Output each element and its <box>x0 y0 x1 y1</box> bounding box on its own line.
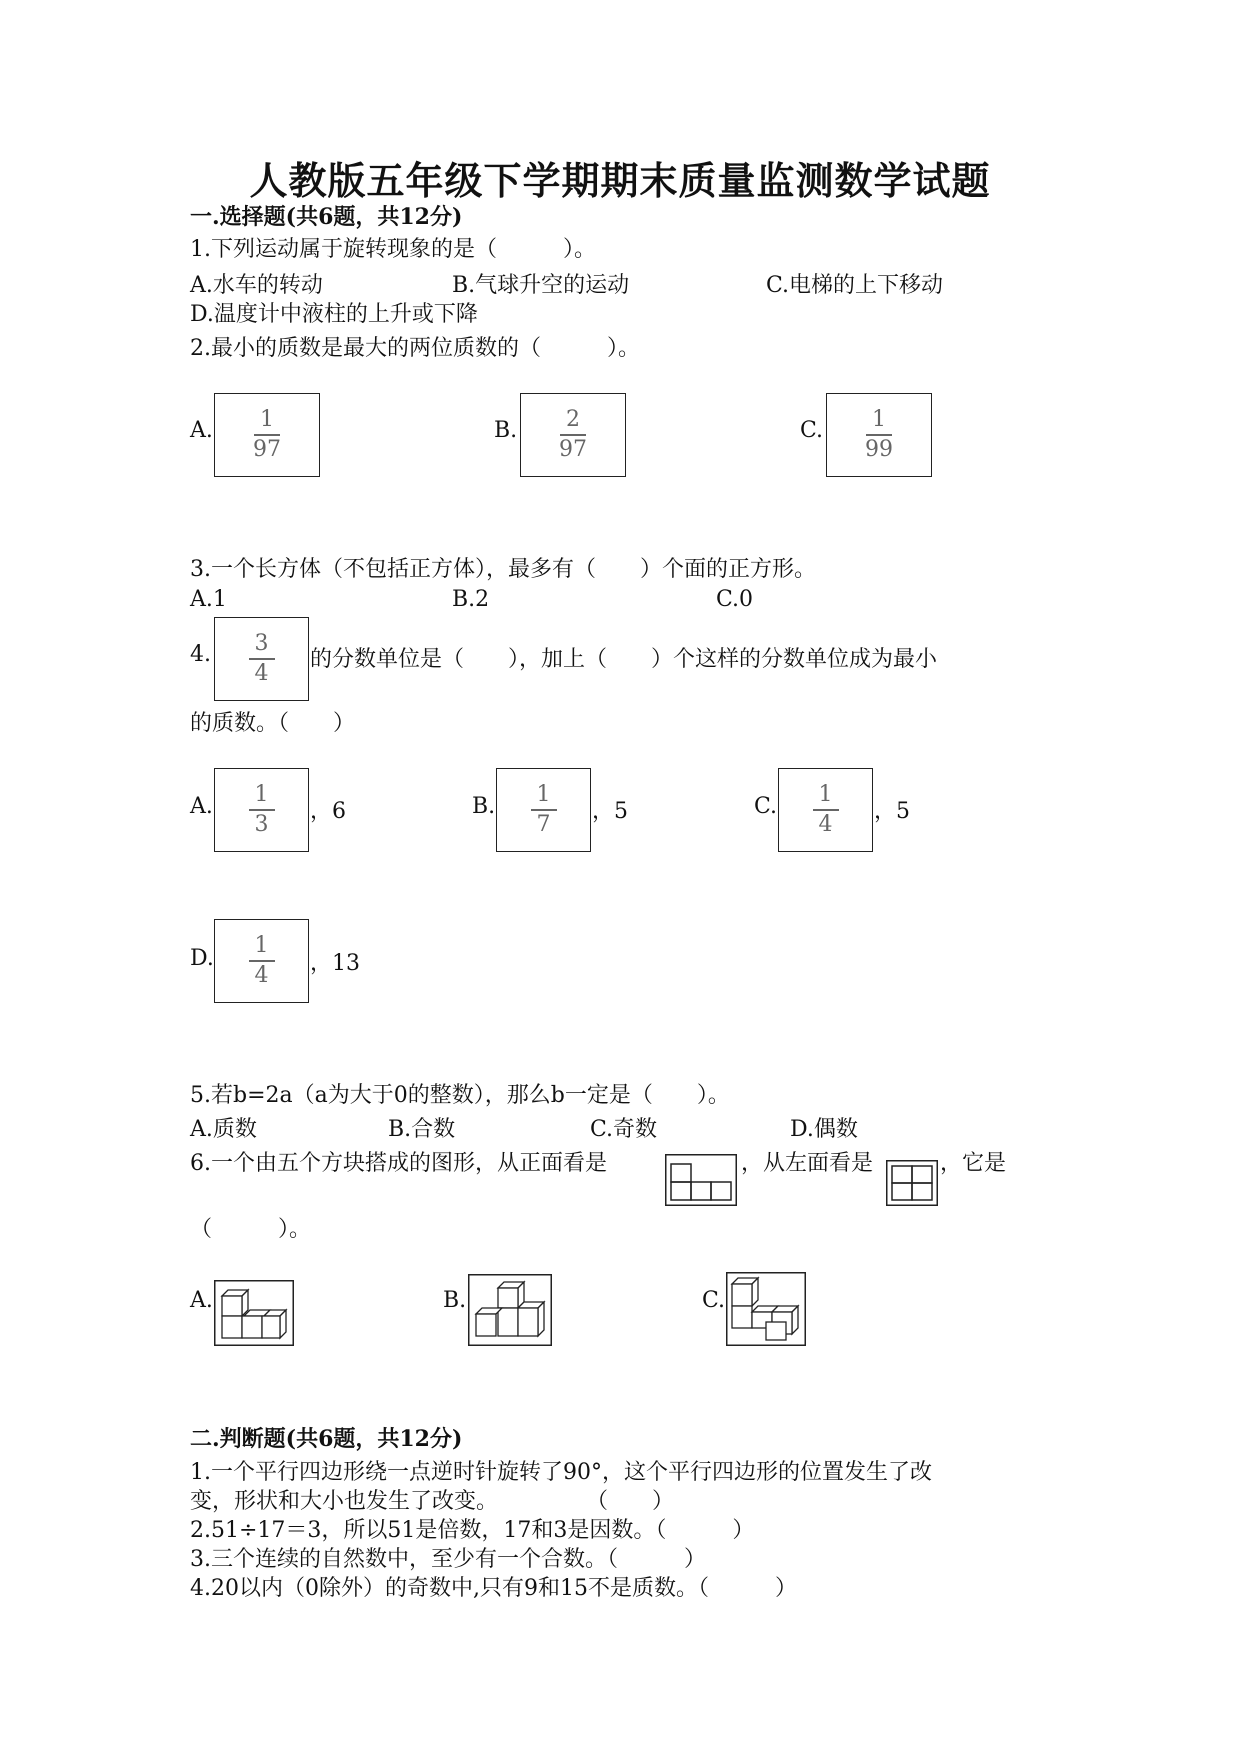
q2-option-b-fraction[interactable] <box>520 393 626 477</box>
q2-option-c-label[interactable]: C. <box>800 418 824 443</box>
fraction-denominator: 97 <box>253 436 281 462</box>
q1-option-c[interactable]: C.电梯的上下移动 <box>766 273 944 298</box>
q3-option-c[interactable]: C.0 <box>716 587 754 612</box>
question-5: 5.若b=2a（a为大于0的整数），那么b一定是（ ）。 <box>190 1083 730 1108</box>
fraction-denominator: 7 <box>536 811 551 837</box>
q2-option-c-fraction[interactable] <box>826 393 932 477</box>
q4-option-a-label[interactable]: A. <box>190 794 213 819</box>
q6-option-b-label[interactable]: B. <box>443 1288 467 1313</box>
fraction-denominator: 4 <box>818 811 833 837</box>
q4-option-d-count: ，13 <box>310 951 360 976</box>
q6-option-c-label[interactable]: C. <box>702 1288 726 1313</box>
q4-option-c-label[interactable]: C. <box>754 794 778 819</box>
q5-option-c[interactable]: C.奇数 <box>590 1117 658 1142</box>
judgement-item-2: 2.51÷17＝3，所以51是倍数，17和3是因数。（ ） <box>190 1518 755 1543</box>
q4-option-d-fraction[interactable] <box>214 919 309 1003</box>
judgement-item-1-line2: 变，形状和大小也发生了改变。 （ ） <box>190 1489 675 1514</box>
q5-option-a[interactable]: A.质数 <box>190 1117 257 1142</box>
front-view-figure <box>665 1154 737 1206</box>
q6-option-a-cubes[interactable] <box>214 1280 294 1346</box>
q5-option-d[interactable]: D.偶数 <box>790 1117 858 1142</box>
q6-option-c-cubes[interactable] <box>726 1272 806 1346</box>
fraction-numerator: 1 <box>872 407 886 432</box>
question-3: 3.一个长方体（不包括正方体），最多有（ ）个面的正方形。 <box>190 557 816 582</box>
fraction-numerator: 1 <box>818 782 833 807</box>
q3-option-b[interactable]: B.2 <box>452 587 490 612</box>
question-4-text: 的分数单位是（ ），加上（ ）个这样的分数单位成为最小 <box>310 647 938 672</box>
fraction-denominator: 97 <box>559 436 587 462</box>
question-6-mid: ，从左面看是 <box>741 1151 874 1176</box>
question-4-text-line2: 的质数。（ ） <box>190 711 356 736</box>
fraction-denominator: 4 <box>254 962 269 988</box>
fraction-numerator: 1 <box>260 407 274 432</box>
fraction-numerator: 1 <box>254 782 269 807</box>
q4-option-d-label[interactable]: D. <box>190 946 214 971</box>
fraction-denominator: 4 <box>254 660 269 686</box>
fraction-denominator: 3 <box>254 811 269 837</box>
q3-option-a[interactable]: A.1 <box>190 587 227 612</box>
q1-option-d[interactable]: D.温度计中液柱的上升或下降 <box>190 302 478 327</box>
question-6-end: ，它是 <box>940 1151 1007 1176</box>
q6-option-a-label[interactable]: A. <box>190 1288 213 1313</box>
left-view-figure <box>886 1160 938 1206</box>
fraction-numerator: 2 <box>566 407 580 432</box>
q4-option-b-label[interactable]: B. <box>472 794 496 819</box>
q2-option-a-label[interactable]: A. <box>190 418 213 443</box>
q6-option-b-cubes[interactable] <box>468 1274 552 1346</box>
fraction-numerator: 1 <box>254 933 269 958</box>
section-heading-choice: 一.选择题(共6题，共12分) <box>190 204 463 230</box>
fraction-denominator: 99 <box>865 436 893 462</box>
q2-option-b-label[interactable]: B. <box>494 418 518 443</box>
section-heading-judgement: 二.判断题(共6题，共12分) <box>190 1426 463 1452</box>
q4-fraction <box>214 617 309 701</box>
question-6-line2: （ ）。 <box>190 1217 312 1242</box>
question-2: 2.最小的质数是最大的两位质数的（ ）。 <box>190 336 640 361</box>
question-1: 1.下列运动属于旋转现象的是（ ）。 <box>190 237 596 262</box>
question-6: 6.一个由五个方块搭成的图形，从正面看是 <box>190 1151 607 1176</box>
fraction-numerator: 1 <box>536 782 551 807</box>
page-title: 人教版五年级下学期期末质量监测数学试题 <box>249 158 991 203</box>
judgement-item-1-line1: 1.一个平行四边形绕一点逆时针旋转了90°，这个平行四边形的位置发生了改 <box>190 1460 932 1485</box>
q4-option-a-fraction[interactable] <box>214 768 309 852</box>
question-4-number: 4. <box>190 642 211 667</box>
q4-option-c-fraction[interactable] <box>778 768 873 852</box>
fraction-numerator: 3 <box>254 631 269 656</box>
q1-option-b[interactable]: B.气球升空的运动 <box>452 273 630 298</box>
judgement-item-3: 3.三个连续的自然数中，至少有一个合数。（ ） <box>190 1547 706 1572</box>
q4-option-a-count: ，6 <box>310 799 346 824</box>
q2-option-a-fraction[interactable] <box>214 393 320 477</box>
judgement-item-4: 4.20以内（0除外）的奇数中,只有9和15不是质数。（ ） <box>190 1576 797 1601</box>
q5-option-b[interactable]: B.合数 <box>388 1117 456 1142</box>
q4-option-b-fraction[interactable] <box>496 768 591 852</box>
q1-option-a[interactable]: A.水车的转动 <box>190 273 323 298</box>
q4-option-b-count: ，5 <box>592 799 628 824</box>
q4-option-c-count: ，5 <box>874 799 910 824</box>
